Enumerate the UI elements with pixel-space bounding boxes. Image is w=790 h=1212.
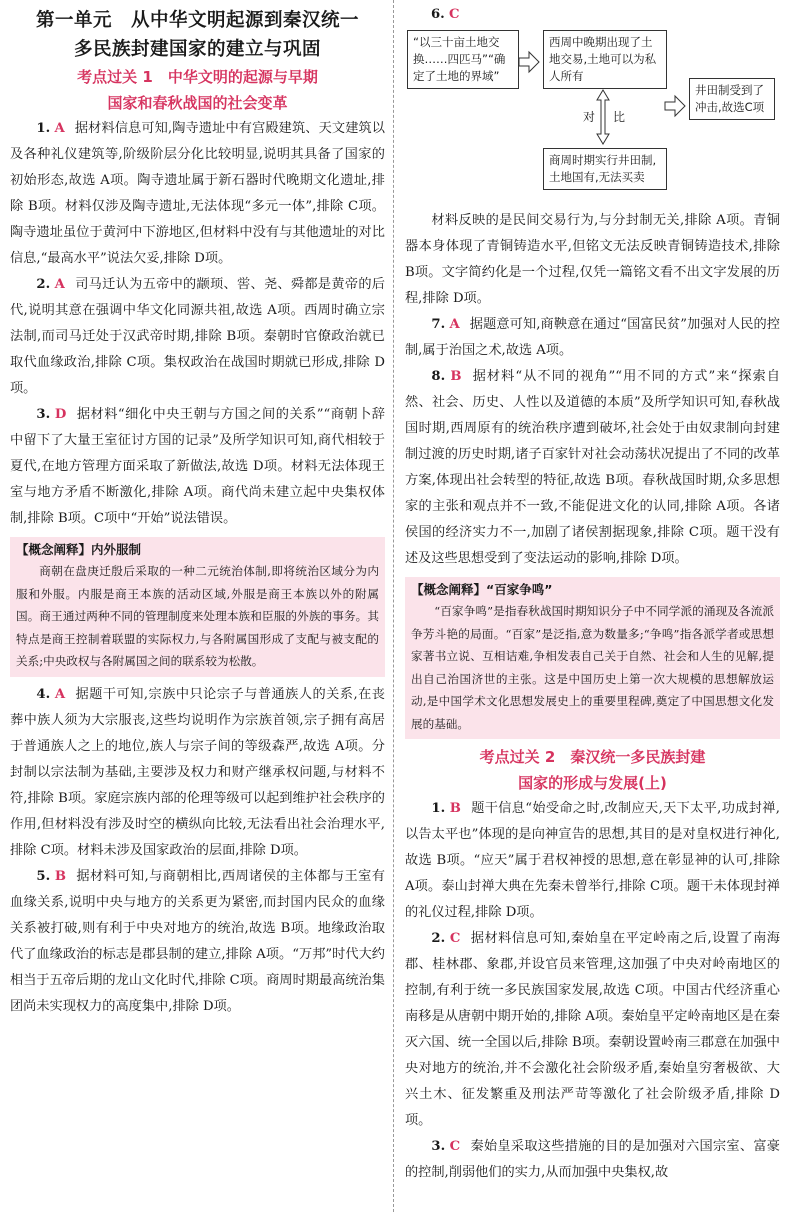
- answer-number: 1.: [431, 801, 446, 816]
- column-divider: [393, 0, 394, 1212]
- answer-text: 据材料“从不同的视角”“用不同的方式”来“探索自然、社会、历史、人性以及道德的本质”及所学知识可知,春秋战国时期,西周原有的统治秩序遭到破坏,社会处于由奴隶制向封建制过渡的历史时期,诸子百家针对社会动荡状况提出了不同的改革方案,体现出社会转型的特征,故选 B项。春秋战国时期,众多思想家的主张和观点并不一致,不能促进文化的认同,排除 A项。各诸侯国的经济实力不一,加剧了诸侯割据现象,排除 C项。题干没有述及这些思想受到了变法运动的影响,排除 D项。: [405, 369, 780, 566]
- answer-number: 2.: [431, 931, 446, 946]
- answer-letter: B: [450, 369, 462, 384]
- answer-text: 秦始皇采取这些措施的目的是加强对六国宗室、富豪的控制,削弱他们的实力,从而加强中央集权,故: [405, 1139, 780, 1180]
- s2-answer-2: [405, 926, 780, 1134]
- section-title-2-line1: 考点过关 2 秦汉统一多民族封建: [479, 748, 706, 766]
- arrow-up-down-icon: [597, 90, 609, 144]
- answer-letter: A: [449, 317, 460, 332]
- answer-number: 8.: [431, 369, 446, 384]
- flow-box-conclusion: 井田制受到了冲击,故选C项: [689, 78, 775, 120]
- concept-body: 商朝在盘庚迁殷后采取的一种二元统治体制,即将统治区域分为内服和外服。内服是商王本族的活动区域,外服是商王本族以外的附属国。商王通过两种不同的管理制度来处理本族和臣服的外族的事务。其特点是商王控制着联盟的实际权力,与各附属国形成了支配与被支配的关系;中央政权与各附属国之间的联系较为松散。: [16, 564, 379, 668]
- answer-text: 据材料“细化中央王朝与方国之间的关系”“商朝卜辞中留下了大量王室征讨方国的记录”及所学知识可知,商代相较于夏代,在地方管理方面采取了新做法,故选 D项。材料无法体现王室与地方矛盾不断激化,排除 A项。商代尚未建立起中央集权体制,排除 B项。C项中“开始”说法错误。: [10, 407, 385, 526]
- answer-8: [405, 364, 780, 572]
- answer-letter: A: [54, 277, 65, 292]
- compare-label-1: 对: [583, 110, 596, 124]
- concept-heading: 【概念阐释】“百家争鸣”: [411, 582, 553, 597]
- left-column: [10, 0, 385, 1020]
- arrow-right-icon: [519, 52, 539, 72]
- section-title-2: [405, 744, 780, 796]
- answer-6-text: 材料反映的是民间交易行为,与分封制无关,排除 A项。青铜器本身体现了青铜铸造水平,但铭文无法反映青铜铸造技术,排除 B项。文字简约化是一个过程,仅凭一篇铭文看不出文字发展的历程,排除 D项。: [405, 213, 780, 306]
- answer-number: 7.: [431, 317, 446, 332]
- answer-letter: C: [449, 931, 461, 946]
- answer-letter: A: [54, 686, 66, 702]
- concept-heading: 【概念阐释】内外服制: [16, 542, 142, 557]
- answer-7: [405, 312, 780, 364]
- s2-answer-3: [405, 1134, 780, 1186]
- section-title-2-line2: 国家的形成与发展(上): [518, 774, 667, 792]
- answer-text: 据题意可知,商鞅意在通过“国富民贫”加强对人民的控制,属于治国之术,故选 A项。: [405, 317, 780, 358]
- answer-number: 1.: [36, 121, 51, 136]
- unit-title: [10, 6, 385, 64]
- answer-number: 3.: [431, 1139, 446, 1154]
- answer-text: 据材料信息可知,秦始皇在平定岭南之后,设置了南海郡、桂林郡、象郡,并设官员来管理,这加强了中央对岭南地区的控制,有利于统一多民族国家发展,故选 C项。中国古代经济重心南移是从唐朝中期开始的,排除 A项。秦始皇平定岭南地区是在秦灭六国、统一全国以后,排除 B项。秦朝设置岭南三郡意在加强中央对地方的统治,并不会激化社会阶级矛盾,秦始皇穷奢极欲、大兴土木、征发繁重及刑法严苛等激化了社会阶级矛盾,排除 D项。: [405, 931, 780, 1128]
- section-title-1-line2: 国家和春秋战国的社会变革: [107, 94, 288, 112]
- answer-text: 据材料信息可知,陶寺遗址中有宫殿建筑、天文建筑以及各种礼仪建筑等,阶级阶层分化比较明显,说明其具备了国家的初始形态,故选 A项。陶寺遗址属于新石器时代晚期文化遗址,排除 B项。材料仅涉及陶寺遗址,无法体现“多元一体”,排除 C项。陶寺遗址虽位于黄河中下游地区,但材料中没有与其他遗址的对比信息,“最高水平”说法欠妥,排除 D项。: [10, 121, 385, 266]
- section-title-1-line1: 考点过关 1 中华文明的起源与早期: [77, 68, 318, 86]
- answer-number: 6.: [431, 7, 445, 22]
- flow-box-material: “以三十亩土地交换……四匹马”“确定了土地的界域”: [407, 30, 519, 89]
- answer-2: [10, 272, 385, 402]
- answer-number: 2.: [36, 277, 51, 292]
- flow-diagram: [405, 28, 780, 208]
- answer-number: 3.: [36, 407, 51, 422]
- answer-letter: C: [448, 7, 460, 22]
- answer-letter: A: [54, 121, 65, 136]
- unit-title-line2: 多民族封建国家的建立与巩固: [73, 39, 321, 60]
- answer-text: 据题干可知,宗族中只论宗子与普通族人的关系,在丧葬中族人须为大宗服丧,这些均说明作为宗族首领,宗子拥有高居于普通族人之上的地位,族人与宗子间的等级森严,故选 A项。分封制以宗法制为基础,主要涉及权力和财产继承权问题,与材料不符,排除 B项。家庭宗族内部的伦理等级可以起到维护社会秩序的作用,但材料没有涉及时空的横纵向比较,无法看出社会治理水平,排除 C项。材料未涉及国家政治的层面,排除 D项。: [10, 686, 385, 858]
- s2-answer-1: [405, 796, 780, 926]
- answer-number: 5.: [36, 868, 51, 884]
- answer-letter: D: [54, 407, 67, 422]
- answer-letter: C: [449, 1139, 461, 1154]
- flow-box-shang-zhou: 商周时期实行井田制,土地国有,无法买卖: [543, 148, 667, 190]
- answer-number: 4.: [36, 686, 51, 702]
- flow-box-west-zhou: 西周中晚期出现了土地交易,土地可以为私人所有: [543, 30, 667, 89]
- section-title-1: [10, 64, 385, 116]
- answer-3: [10, 402, 385, 532]
- answer-text: 题干信息“始受命之时,改制应天,天下太平,功成封禅,以告太平也”体现的是向神宣告的思想,其目的是对皇权进行神化,故选 B项。“应天”属于君权神授的思想,意在彰显神的认可,排除 A项。泰山封禅大典在先秦未曾举行,排除 C项。题干未体现封禅的礼仪过程,排除 D项。: [405, 801, 780, 920]
- concept-box-neiwaifu: [10, 537, 385, 677]
- concept-box-baijiazhengming: [405, 577, 780, 739]
- concept-body: “百家争鸣”是指春秋战国时期知识分子中不同学派的涌现及各流派争芳斗艳的局面。“百家”是泛指,意为数量多;“争鸣”指各派学者或思想家著书立说、互相诘难,争相发表自己关于自然、社会和人生的见解,提出自己治国济世的主张。这是中国历史上第一次大规模的思想解放运动,是中国学术文化思想发展史上的重要里程碑,奠定了中国思想文化发展的基础。: [411, 604, 774, 731]
- unit-title-line1: 第一单元 从中华文明起源到秦汉统一: [35, 10, 359, 31]
- answer-6-header: [405, 4, 780, 26]
- compare-label-2: 比: [613, 110, 626, 124]
- answer-text: 据材料可知,与商朝相比,西周诸侯的主体都与王室有血缘关系,说明中央与地方的关系更为紧密,而封国内民众的血缘关系被打破,则有利于中央对地方的统治,故选 B项。地缘政治取代了血缘政治的标志是郡县制的建立,排除 A项。“万邦”时代大约相当于五帝后期的龙山文化时代,排除 C项。商周时期最高统治集团尚未实现权力的高度集中,排除 D项。: [10, 868, 385, 1014]
- right-column: [405, 0, 780, 1186]
- answer-1: [10, 116, 385, 272]
- answer-letter: B: [54, 868, 66, 884]
- arrow-right-icon: [665, 96, 685, 116]
- answer-text: 司马迁认为五帝中的颛顼、喾、尧、舜都是黄帝的后代,说明其意在强调中华文化同源共祖,故选 A项。西周时确立宗法制,而司马迁处于汉武帝时期,排除 B项。秦朝时官僚政治就已取代血缘政治,排除 C项。集权政治在战国时期就已形成,排除 D项。: [10, 277, 385, 396]
- answer-letter: B: [449, 801, 461, 816]
- answer-5: [10, 864, 385, 1020]
- answer-4: [10, 682, 385, 864]
